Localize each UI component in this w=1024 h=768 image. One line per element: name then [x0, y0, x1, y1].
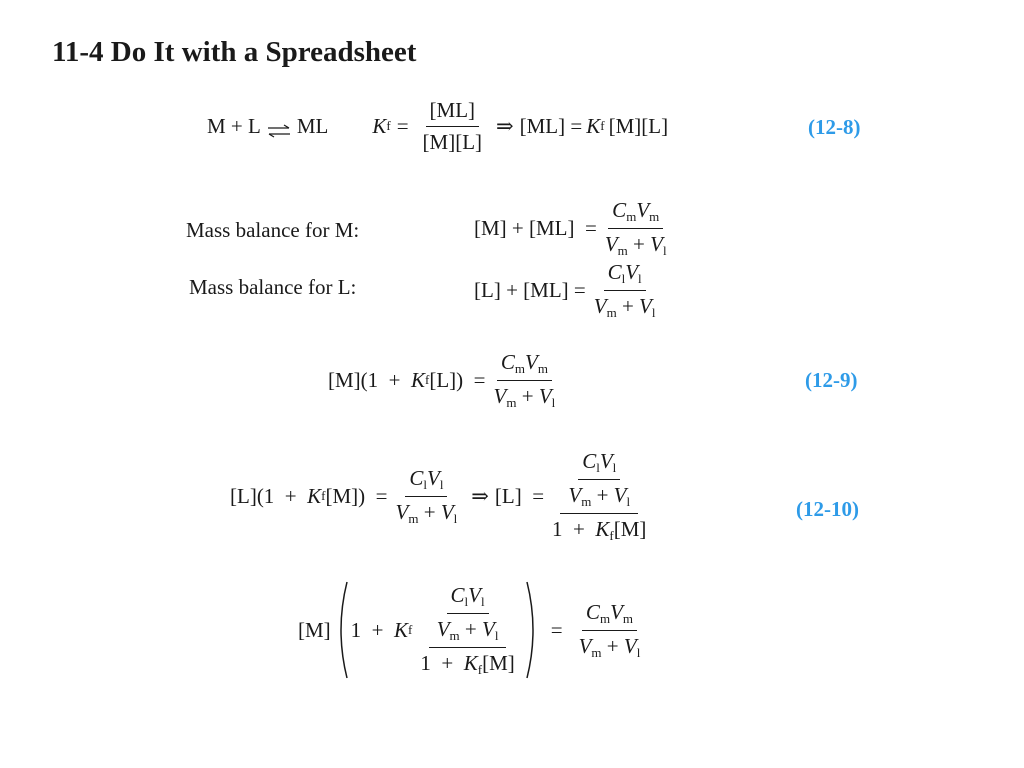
- mass-balance-m-label: Mass balance for M:: [186, 218, 360, 242]
- implies-arrow: ⇒: [496, 113, 514, 138]
- eq4-k-sub: f: [408, 622, 413, 637]
- v-subscript: m: [581, 493, 592, 509]
- c-symbol: C: [500, 349, 515, 374]
- v-subscript: l: [494, 627, 499, 643]
- slide-title: 11-4 Do It with a Spreadsheet: [52, 36, 417, 68]
- equation-12-10: [230, 448, 654, 544]
- equilibrium-arrows-icon: [267, 119, 291, 133]
- v-symbol: V: [568, 482, 582, 507]
- v-subscript: m: [449, 627, 460, 643]
- eq3-fraction: [392, 466, 462, 527]
- v-subscript: l: [453, 510, 458, 526]
- v-subscript: l: [638, 270, 642, 286]
- c-symbol: C: [409, 465, 424, 490]
- v-subscript: m: [617, 242, 628, 258]
- v-subscript: m: [537, 360, 548, 376]
- v-subscript: l: [636, 644, 641, 660]
- eq3-k: K: [307, 483, 322, 508]
- mass-m-denominator: [601, 229, 671, 259]
- v-symbol: V: [623, 633, 637, 658]
- eq3-numerator: [405, 466, 447, 497]
- v-symbol: V: [610, 599, 623, 624]
- equation-final: [298, 578, 648, 682]
- v-symbol: V: [599, 448, 613, 473]
- v-symbol: V: [604, 231, 618, 256]
- k-symbol: K: [595, 516, 610, 541]
- v-subscript: l: [651, 304, 656, 320]
- v-symbol: V: [578, 633, 592, 658]
- v-symbol: V: [650, 231, 663, 256]
- eq4-m: [M]: [298, 617, 331, 642]
- eq3-k-sub: f: [321, 488, 326, 503]
- v-subscript: m: [591, 644, 602, 660]
- plus-sign: +: [633, 231, 645, 256]
- v-subscript: l: [480, 593, 485, 609]
- c-subscript: l: [596, 459, 600, 475]
- implies-arrow: ⇒: [471, 483, 489, 508]
- plus-sign: +: [606, 633, 619, 658]
- m-bracket: [M]: [613, 516, 647, 541]
- rhs-kf-symbol: K: [586, 113, 601, 138]
- mass-l-numerator: [604, 260, 646, 291]
- v-symbol: V: [426, 465, 440, 490]
- eq4-outer-denominator: [416, 648, 518, 678]
- eq4-rhs-denominator: [575, 631, 645, 661]
- reaction-left: M + L: [207, 113, 261, 138]
- equation-number-12-9: (12-9): [805, 368, 858, 392]
- eq2-k: K: [411, 367, 426, 392]
- v-symbol: V: [639, 293, 652, 318]
- eq3-inner-fraction: [564, 449, 634, 510]
- eq3-lhs-a: [L](1 +: [230, 483, 308, 508]
- plus-sign: +: [423, 499, 436, 524]
- c-subscript: m: [514, 360, 525, 376]
- eq2-k-sub: f: [425, 372, 430, 387]
- v-subscript: m: [622, 610, 634, 626]
- eq4-equals: =: [550, 617, 563, 642]
- one-plus: 1 +: [552, 516, 596, 541]
- v-symbol: V: [524, 349, 538, 374]
- equation-number-12-10: (12-10): [796, 497, 859, 521]
- eq4-inner-denominator: [433, 614, 503, 644]
- v-symbol: V: [440, 499, 454, 524]
- v-subscript: m: [506, 394, 517, 410]
- v-subscript: l: [626, 493, 631, 509]
- kf-fraction: [419, 98, 486, 155]
- c-subscript: l: [621, 270, 626, 286]
- kf-numerator: [ML]: [426, 98, 480, 127]
- eq3-big-fraction: [548, 449, 650, 544]
- mass-balance-m-equation: [474, 198, 675, 258]
- eq4-inner-numerator: [447, 583, 489, 614]
- eq4-rhs-numerator: [582, 600, 637, 631]
- plus-sign: +: [521, 383, 534, 408]
- k-symbol: K: [463, 650, 478, 675]
- v-subscript: l: [439, 476, 444, 492]
- v-symbol: V: [613, 482, 627, 507]
- eq4-k: K: [394, 617, 409, 642]
- v-symbol: V: [395, 499, 409, 524]
- k-subscript: f: [477, 661, 483, 677]
- rhs-tail: [M][L]: [608, 113, 669, 138]
- kf-denominator: [M][L]: [422, 129, 483, 154]
- eq4-outer-numerator: [429, 583, 507, 648]
- c-symbol: C: [607, 259, 622, 284]
- c-symbol: C: [450, 582, 465, 607]
- plus-sign: +: [596, 482, 609, 507]
- eq2-lhs-a: [M](1 +: [328, 367, 411, 392]
- c-symbol: C: [612, 197, 627, 222]
- v-symbol: V: [593, 293, 607, 318]
- v-symbol: V: [436, 616, 450, 641]
- eq2-numerator: [497, 350, 552, 381]
- v-symbol: V: [625, 259, 639, 284]
- c-subscript: m: [599, 610, 611, 626]
- kf-subscript: f: [386, 118, 391, 133]
- mass-m-numerator: [608, 198, 663, 229]
- mass-m-lhs: [M] + [ML] =: [474, 215, 597, 240]
- equals-sign: =: [396, 113, 409, 138]
- c-symbol: C: [582, 448, 597, 473]
- equation-12-8: [207, 96, 668, 156]
- eq3-big-denominator: [548, 514, 650, 544]
- right-paren-icon: [525, 580, 541, 680]
- c-subscript: l: [423, 476, 427, 492]
- eq3-denominator: [392, 497, 462, 527]
- v-subscript: m: [606, 304, 617, 320]
- plus-sign: +: [464, 616, 477, 641]
- c-symbol: C: [585, 599, 600, 624]
- eq3-big-numerator: [560, 449, 638, 514]
- eq3-lhs-b: [M]) =: [325, 483, 388, 508]
- v-symbol: V: [538, 383, 552, 408]
- reaction-right: ML: [296, 113, 329, 138]
- equation-number-12-8: (12-8): [808, 115, 861, 139]
- eq2-lhs-b: [L]) =: [429, 367, 486, 392]
- v-symbol: V: [468, 582, 481, 607]
- v-subscript: m: [649, 208, 660, 224]
- equation-12-9: [328, 350, 563, 410]
- v-subscript: l: [551, 394, 556, 410]
- eq2-denominator: [490, 381, 560, 411]
- mass-m-fraction: [601, 198, 671, 259]
- eq2-fraction: [490, 350, 560, 411]
- v-subscript: l: [662, 242, 667, 258]
- eq3-inner-denominator: [564, 480, 634, 510]
- m-bracket: [M]: [482, 650, 515, 675]
- k-subscript: f: [609, 527, 614, 543]
- c-subscript: m: [626, 208, 637, 224]
- v-symbol: V: [481, 616, 495, 641]
- kf-symbol: K: [372, 113, 387, 138]
- mass-l-fraction: [590, 260, 660, 321]
- mass-balance-l-equation: [474, 260, 664, 320]
- eq4-inner-fraction: [433, 583, 503, 644]
- plus-sign: +: [621, 293, 634, 318]
- left-paren-icon: [333, 580, 349, 680]
- ml-rhs: [ML] =: [519, 113, 583, 138]
- c-subscript: l: [464, 593, 469, 609]
- mass-balance-l-label: Mass balance for L:: [189, 275, 357, 299]
- v-subscript: m: [408, 510, 419, 526]
- eq4-rhs-fraction: [575, 600, 645, 661]
- v-subscript: l: [612, 459, 617, 475]
- one-plus: 1 +: [420, 650, 464, 675]
- v-symbol: V: [493, 383, 507, 408]
- v-symbol: V: [636, 197, 650, 222]
- eq3-inner-numerator: [578, 449, 620, 480]
- eq4-one-plus: 1 +: [350, 617, 395, 642]
- mass-l-denominator: [590, 291, 660, 321]
- eq3-mid: [L] =: [494, 483, 545, 508]
- rhs-kf-subscript: f: [600, 118, 605, 133]
- mass-l-lhs: [L] + [ML] =: [474, 277, 586, 302]
- eq4-outer-fraction: [416, 583, 518, 678]
